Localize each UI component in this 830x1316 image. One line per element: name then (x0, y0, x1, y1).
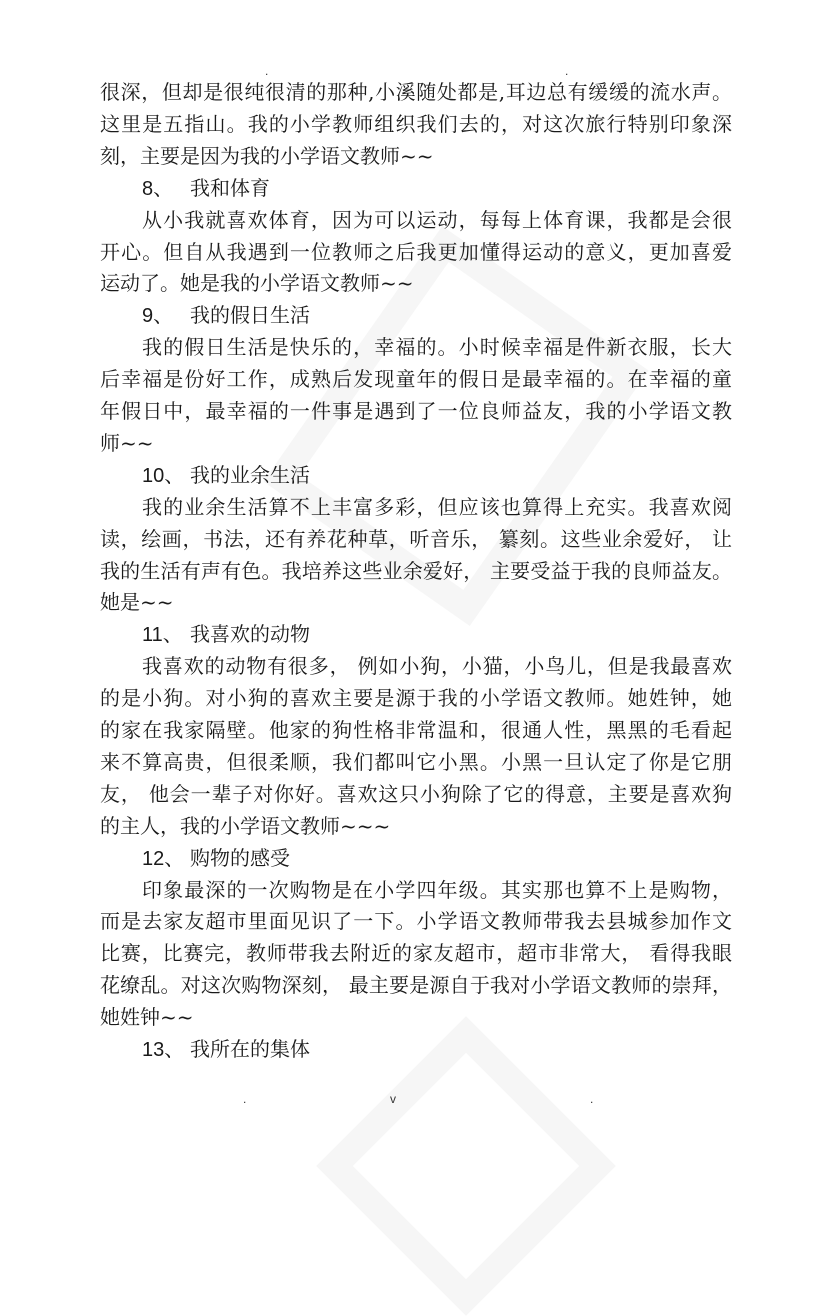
paragraph-line: 很深，但却是很纯很清的那种,小溪随处都是,耳边总有缓缓的流水声。 (100, 80, 732, 104)
paragraph-line: 的是小狗。对小狗的喜欢主要是源于我的小学语文教师。她姓钟，她 (100, 686, 732, 711)
section-number: 10、 (142, 464, 185, 487)
paragraph-line: 后幸福是份好工作，成熟后发现童年的假日是最幸福的。在幸福的童 (100, 367, 732, 392)
paragraph-line: 花缭乱。对这次购物深刻， 最主要是源自于我对小学语文教师的崇拜， (100, 973, 732, 998)
section-title: 我所在的集体 (190, 1037, 310, 1061)
paragraph-line: 开心。但自从我遇到一位教师之后我更加懂得运动的意义，更加喜爱 (100, 239, 732, 264)
footer-mark: . (590, 1092, 594, 1106)
paragraph-line: 这里是五指山。我的小学教师组织我们去的，对这次旅行特别印象深 (100, 111, 732, 136)
section-heading (142, 1037, 310, 1062)
paragraph-line: 运动了。她是我的小学语文教师~~ (100, 271, 414, 296)
section-title: 我的业余生活 (190, 462, 310, 487)
paragraph-line: 比赛，比赛完，教师带我去附近的家友超市，超市非常大， 看得我眼 (100, 941, 732, 966)
section-heading (142, 622, 310, 647)
paragraph-line: 师~~ (100, 430, 154, 455)
section-number: 8、 (142, 177, 174, 200)
paragraph-line: 她姓钟~~ (100, 1005, 194, 1030)
paragraph-line: 我的生活有声有色。我培养这些业余爱好， 主要受益于我的良师益友。 (100, 558, 732, 583)
paragraph-line: 而是去家友超市里面见识了一下。小学语文教师带我去县城参加作文 (100, 909, 732, 934)
section-title: 我的假日生活 (190, 303, 310, 328)
header-mark: . (565, 64, 569, 78)
section-title: 购物的感受 (190, 845, 290, 870)
paragraph-line: 我喜欢的动物有很多， 例如小狗，小猫，小鸟儿，但是我最喜欢 (142, 654, 732, 679)
section-number: 13、 (142, 1039, 185, 1061)
section-heading (142, 176, 270, 201)
section-number: 12、 (142, 847, 185, 870)
watermark (316, 1016, 616, 1316)
paragraph-line: 的主人，我的小学语文教师~~~ (100, 813, 391, 838)
section-heading (142, 463, 310, 488)
paragraph-line: 友， 他会一辈子对你好。喜欢这只小狗除了它的得意，主要是喜欢狗 (100, 781, 732, 806)
section-title: 我喜欢的动物 (190, 622, 310, 647)
paragraph-line: 我的业余生活算不上丰富多彩，但应该也算得上充实。我喜欢阅 (142, 494, 732, 519)
footer-mark: . (243, 1092, 247, 1106)
paragraph-line: 的家在我家隔壁。他家的狗性格非常温和，很通人性，黑黑的毛看起 (100, 718, 732, 742)
page-number: v (390, 1092, 396, 1106)
section-number: 11、 (142, 624, 183, 647)
paragraph-line: 她是~~ (100, 590, 174, 615)
paragraph-line: 从小我就喜欢体育，因为可以运动，每每上体育课，我都是会很 (142, 207, 732, 232)
paragraph-line: 年假日中，最幸福的一件事是遇到了一位良师益友，我的小学语文教 (100, 399, 732, 423)
section-title: 我和体育 (190, 175, 270, 200)
section-heading (142, 303, 310, 328)
header-mark: . (265, 64, 269, 78)
paragraph-line: 来不算高贵，但很柔顺，我们都叫它小黑。小黑一旦认定了你是它朋 (100, 749, 732, 774)
section-heading (142, 846, 290, 871)
paragraph-line: 读，绘画，书法，还有养花种草，听音乐， 纂刻。这些业余爱好， 让 (100, 526, 732, 551)
section-number: 9、 (142, 305, 174, 328)
paragraph-line: 印象最深的一次购物是在小学四年级。其实那也算不上是购物， (142, 877, 732, 902)
paragraph-line: 刻，主要是因为我的小学语文教师~~ (100, 143, 434, 168)
paragraph-line: 我的假日生活是快乐的，幸福的。小时候幸福是件新衣服，长大 (142, 335, 732, 360)
